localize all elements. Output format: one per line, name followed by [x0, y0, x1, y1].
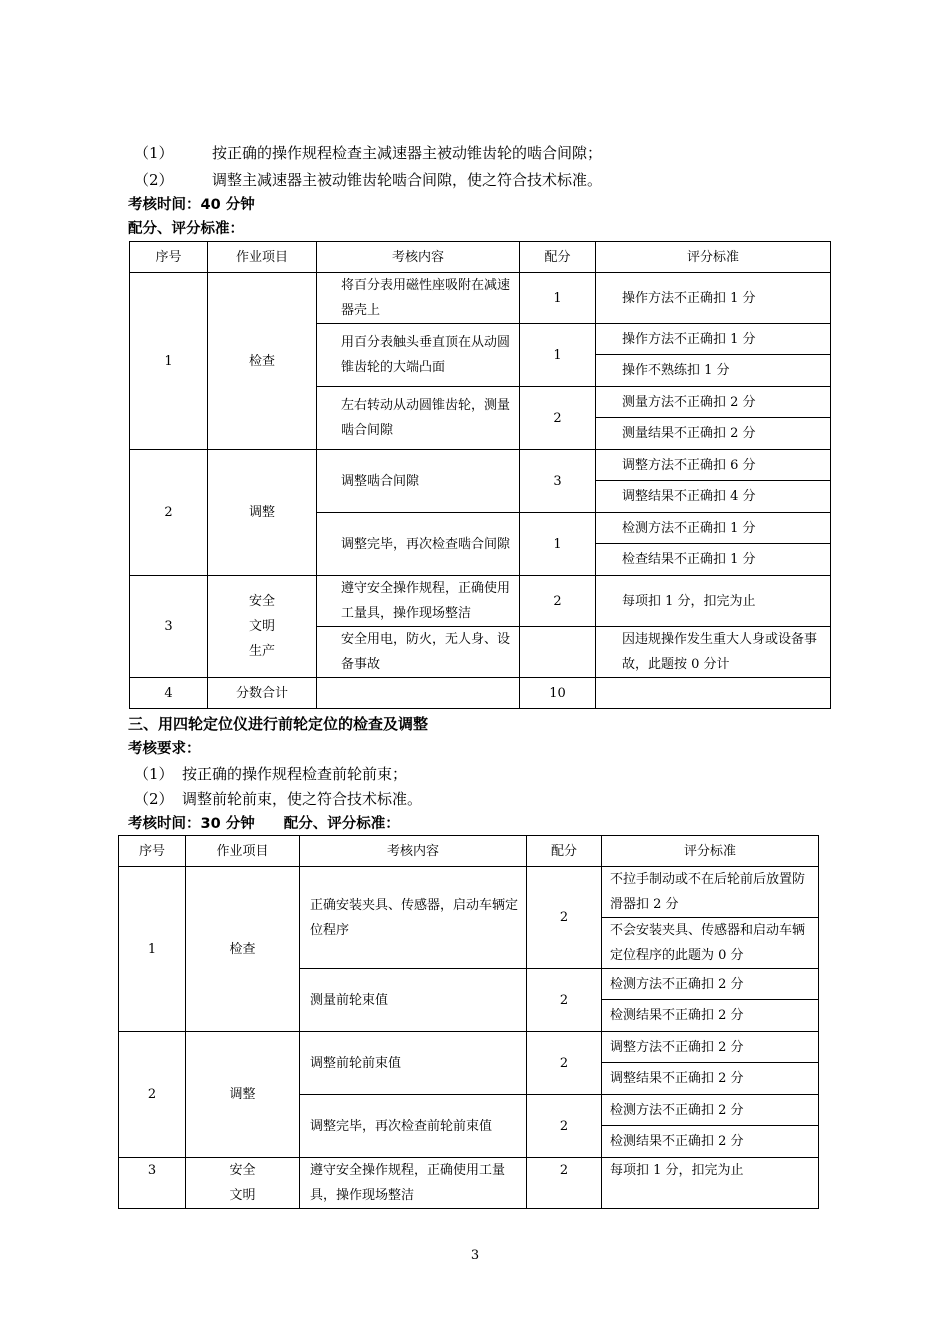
row-score: 2 [527, 1095, 602, 1158]
row-content: 用百分表触头垂直顶在从动圆锥齿轮的大端凸面 [317, 324, 520, 387]
list-number: （1） [134, 765, 174, 783]
table-row [130, 450, 831, 481]
row-score: 2 [527, 1158, 602, 1209]
row-criteria: 检测结果不正确扣 2 分 [602, 1126, 819, 1158]
row-score: 10 [520, 678, 596, 709]
row-score: 2 [520, 576, 596, 627]
row-score: 2 [520, 387, 596, 450]
exam-time-scoring: 考核时间：30 分钟 配分、评分标准： [128, 816, 400, 832]
row-criteria: 检测方法不正确扣 1 分 [596, 513, 831, 544]
row-index: 3 [119, 1158, 186, 1209]
row-criteria: 调整结果不正确扣 4 分 [596, 481, 831, 513]
row-criteria: 不拉手制动或不在后轮前后放置防滑器扣 2 分 [602, 867, 819, 918]
row-content: 调整完毕，再次检查前轮前束值 [300, 1095, 527, 1158]
row-criteria: 不会安装夹具、传感器和启动车辆定位程序的此题为 0 分 [602, 918, 819, 969]
row-item: 调整 [208, 450, 317, 576]
row-score [520, 627, 596, 678]
header-content: 考核内容 [300, 836, 527, 867]
table-row [119, 867, 819, 918]
row-content: 遵守安全操作规程，正确使用工量具，操作现场整洁 [317, 576, 520, 627]
scoring-table-2 [118, 835, 819, 1209]
list-number: （2） [134, 790, 174, 808]
row-item: 检查 [186, 867, 300, 1032]
row-score: 3 [520, 450, 596, 513]
row-score: 2 [527, 1032, 602, 1095]
row-item-line: 文明 [229, 1188, 256, 1203]
row-content: 调整啮合间隙 [317, 450, 520, 513]
row-item-line: 生产 [248, 644, 275, 659]
row-content [317, 678, 520, 709]
header-criteria: 评分标准 [602, 836, 819, 867]
row-item [186, 1158, 300, 1209]
list-item [134, 170, 602, 190]
row-criteria [596, 678, 831, 709]
list-item [134, 789, 422, 809]
row-index: 4 [130, 678, 208, 709]
row-item: 分数合计 [208, 678, 317, 709]
row-criteria: 检测方法不正确扣 2 分 [602, 1095, 819, 1126]
row-item: 调整 [186, 1032, 300, 1158]
row-index: 2 [119, 1032, 186, 1158]
row-index: 2 [130, 450, 208, 576]
page-number: 3 [470, 1248, 480, 1263]
row-score: 1 [520, 324, 596, 387]
row-criteria: 操作不熟练扣 1 分 [596, 355, 831, 387]
header-item: 作业项目 [208, 242, 317, 273]
row-score: 1 [520, 513, 596, 576]
row-content: 左右转动从动圆锥齿轮，测量啮合间隙 [317, 387, 520, 450]
header-item: 作业项目 [186, 836, 300, 867]
row-criteria: 检测结果不正确扣 2 分 [602, 1000, 819, 1032]
row-criteria: 测量结果不正确扣 2 分 [596, 418, 831, 450]
table-row [130, 678, 831, 709]
row-score: 2 [527, 969, 602, 1032]
row-criteria: 调整方法不正确扣 6 分 [596, 450, 831, 481]
scoring-heading: 配分、评分标准： [128, 221, 244, 237]
header-content: 考核内容 [317, 242, 520, 273]
list-text: 按正确的操作规程检查主减速器主被动锥齿轮的啮合间隙； [212, 144, 603, 162]
exam-time: 考核时间：40 分钟 [128, 197, 255, 213]
row-criteria: 检测方法不正确扣 2 分 [602, 969, 819, 1000]
header-score: 配分 [527, 836, 602, 867]
row-criteria: 每项扣 1 分，扣完为止 [596, 576, 831, 627]
header-criteria: 评分标准 [596, 242, 831, 273]
row-score: 2 [527, 867, 602, 969]
list-number: （1） [134, 144, 174, 162]
row-index: 1 [130, 273, 208, 450]
row-item-line: 安全 [229, 1163, 256, 1178]
row-item-line: 安全 [248, 594, 275, 609]
requirements-heading: 考核要求： [128, 741, 201, 757]
row-criteria: 操作方法不正确扣 1 分 [596, 273, 831, 324]
list-number: （2） [134, 171, 174, 189]
row-item-line: 文明 [248, 619, 275, 634]
row-content: 调整前轮前束值 [300, 1032, 527, 1095]
list-text: 调整前轮前束，使之符合技术标准。 [182, 790, 423, 808]
row-content: 调整完毕，再次检查啮合间隙 [317, 513, 520, 576]
row-criteria: 因违规操作发生重大人身或设备事故，此题按 0 分计 [596, 627, 831, 678]
header-score: 配分 [520, 242, 596, 273]
row-criteria: 操作方法不正确扣 1 分 [596, 324, 831, 355]
list-text: 按正确的操作规程检查前轮前束； [182, 765, 408, 783]
row-content: 安全用电，防火，无人身、设备事故 [317, 627, 520, 678]
list-text: 调整主减速器主被动锥齿轮啮合间隙，使之符合技术标准。 [212, 171, 603, 189]
row-score: 1 [520, 273, 596, 324]
table-header-row [119, 836, 819, 867]
section-title: 三、用四轮定位仪进行前轮定位的检查及调整 [128, 715, 429, 733]
row-content: 将百分表用磁性座吸附在减速器壳上 [317, 273, 520, 324]
header-index: 序号 [130, 242, 208, 273]
row-item: 检查 [208, 273, 317, 450]
table-row [130, 576, 831, 627]
row-criteria: 测量方法不正确扣 2 分 [596, 387, 831, 418]
list-item [134, 143, 602, 163]
table-row [119, 1158, 819, 1209]
row-item [208, 576, 317, 678]
row-content: 测量前轮束值 [300, 969, 527, 1032]
row-criteria: 调整结果不正确扣 2 分 [602, 1063, 819, 1095]
row-criteria: 检查结果不正确扣 1 分 [596, 544, 831, 576]
row-index: 1 [119, 867, 186, 1032]
table-row [119, 1032, 819, 1063]
header-index: 序号 [119, 836, 186, 867]
row-content: 正确安装夹具、传感器，启动车辆定位程序 [300, 867, 527, 969]
list-item [134, 764, 407, 784]
row-content: 遵守安全操作规程，正确使用工量具，操作现场整洁 [300, 1158, 527, 1209]
scoring-table-1 [129, 241, 831, 709]
row-criteria: 调整方法不正确扣 2 分 [602, 1032, 819, 1063]
row-index: 3 [130, 576, 208, 678]
table-row [130, 273, 831, 324]
row-criteria: 每项扣 1 分，扣完为止 [602, 1158, 819, 1209]
table-header-row [130, 242, 831, 273]
